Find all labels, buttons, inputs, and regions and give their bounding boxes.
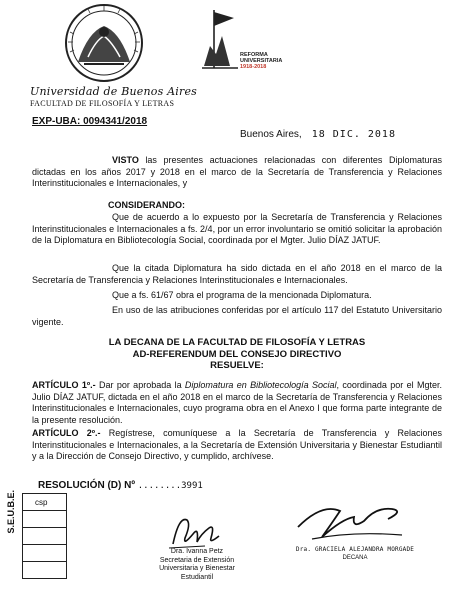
reforma-line-1: REFORMA [240,52,268,58]
visto-text: las presentes actuaciones relacionadas con diferentes Diplomaturas dictadas en los años 2017 y 2018 en el marco de la Secretaría de Transferencia y Relaciones Interinstitucionales e Internacionales, y [32,155,442,188]
authority-heading [32,337,442,372]
considerando-label: CONSIDERANDO: [108,200,186,210]
signature-right [292,497,410,545]
authority-line-3: RESUELVE: [210,360,264,371]
resolution-number-line [38,480,203,491]
seube-text: S.E.U.B.E. [6,490,16,534]
routing-box-2 [23,511,67,528]
signature-left-name: Dra. Ivanna Petz [170,548,224,555]
authority-line-1: LA DECANA DE LA FACULTAD DE FILOSOFÍA Y LETRAS [108,337,366,348]
article-2-label: ARTÍCULO 2º.- [32,428,101,438]
university-name: Universidad de Buenos Aires [30,85,198,98]
signature-right-name: Dra. GRACIELA ALEJANDRA MORGADE [295,546,415,553]
place: Buenos Aires, [240,129,302,140]
authority-line-2: AD-REFERENDUM DEL CONSEJO DIRECTIVO [132,348,342,360]
resolution-label: RESOLUCIÓN (D) Nº [38,480,135,491]
signature-left-role-1: Secretaria de Extensión [159,556,235,564]
reforma-line-3: 1918-2018 [240,64,267,70]
considerando-paragraph-4: En uso de las atribuciones conferidas por el artículo 117 del Estatuto Universitario vigente. [32,305,442,327]
date-line [240,129,396,140]
reforma-line-2: UNIVERSITARIA [240,58,283,64]
article-2-text: Regístrese, comuníquese a la Secretaría de Transferencia y Relaciones Interinstitucionales e Internacionales, a la Secretaría de Extensión Universitaria y Bienestar Estudiantil y a la Dirección de Consejo Directivo, y cumplido, archívese. [32,428,442,461]
expediente-number: EXP-UBA: 0094341/2018 [32,116,148,127]
signature-right-caption [285,546,425,562]
faculty-name: FACULTAD DE FILOSOFÍA Y LETRAS [30,99,175,108]
signature-left-caption [142,548,252,582]
routing-box-3 [23,528,67,545]
article-1-pre: Dar por aprobada la [95,380,185,390]
routing-box-4 [23,545,67,562]
considerando-paragraph-1: Que de acuerdo a lo expuesto por la Secretaría de Transferencia y Relaciones Interinstitucionales e Internacionales a fs. 2/4, por un error involuntario se omitió solicitar la aprobación de la Diplomatura en Bibliotecología Social, coordinada por el Mgter. Julio DÍAZ JATUF. [32,212,442,245]
reforma-text [240,52,282,70]
routing-box-1: csp [23,494,67,511]
article-1-label: ARTÍCULO 1º.- [32,380,96,390]
considerando-paragraph-3: Que a fs. 61/67 obra el programa de la mencionada Diplomatura. [112,290,372,300]
signature-left [165,508,225,552]
article-2 [32,428,442,463]
visto-label: VISTO [112,155,139,165]
signature-left-role-2: Universitaria y Bienestar Estudiantil [159,565,235,581]
article-1-title: Diplomatura en Bibliotecología Social [184,380,337,390]
resolution-number: 3991 [181,481,203,491]
seube-label [6,490,20,580]
signature-right-role: DECANA [342,555,368,561]
routing-box-5 [23,562,67,579]
article-1-post: , coordinada por el Mgter. Julio DÍAZ JATUF, dictada en el año 2018 en el marco de la Secretaría de Transferencia y Relaciones Interinstitucionales e Internacionales, cuyo programa obra en el Anexo I que forma parte integrante de la presente resolución. [32,380,442,425]
handwritten-date: 18 DIC. 2018 [311,129,396,140]
resolution-dots: ........ [137,481,182,491]
considerando-paragraph-2: Que la citada Diplomatura ha sido dictada en el año 2018 en el marco de la Secretaría de Transferencia y Relaciones Interinstitucionales e Internacionales. [32,263,442,285]
visto-paragraph [32,155,442,190]
reforma-universitaria-logo [200,6,240,72]
university-seal [58,2,150,84]
article-1 [32,380,442,426]
routing-boxes [22,493,67,579]
